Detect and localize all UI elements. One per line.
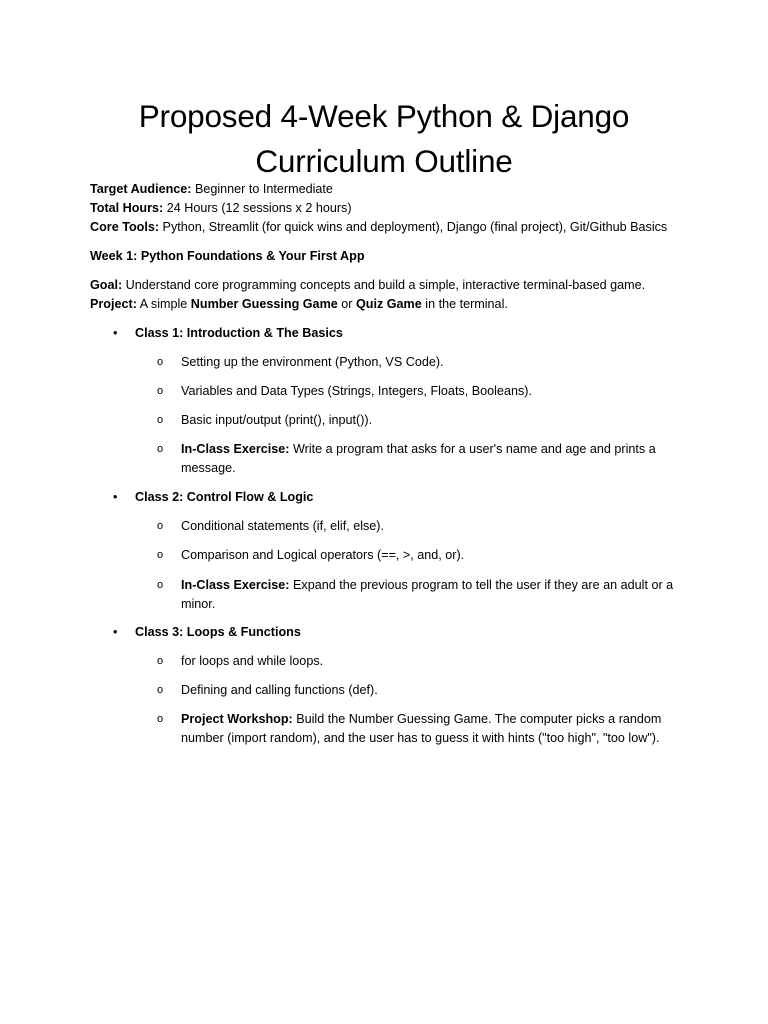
item-text: Variables and Data Types (Strings, Integers, Floats, Booleans). xyxy=(181,384,532,398)
sub-bullet: o xyxy=(157,414,164,426)
project-label: Project: xyxy=(90,297,137,311)
item-text: Basic input/output (print(), input()). xyxy=(181,413,373,427)
meta-tools xyxy=(90,218,710,237)
project-pre: A simple xyxy=(136,297,191,311)
class-1-item-1 xyxy=(181,353,681,372)
item-text: Setting up the environment (Python, VS Code). xyxy=(181,355,444,369)
title-line-2: Curriculum Outline xyxy=(255,143,513,179)
sub-bullet: o xyxy=(157,385,164,397)
goal-label: Goal: xyxy=(90,278,123,292)
class-1-item-4 xyxy=(181,440,681,478)
document-title xyxy=(0,94,768,184)
hours-value: 24 Hours (12 sessions x 2 hours) xyxy=(163,201,352,215)
project-game-1: Number Guessing Game xyxy=(190,297,338,311)
meta-audience xyxy=(90,180,710,199)
goal-line xyxy=(90,276,710,295)
item-text: Expand the previous program to tell the user if they are an adult or a minor. xyxy=(181,578,674,611)
sub-bullet: o xyxy=(157,655,164,667)
class-2-item-3 xyxy=(181,576,681,614)
item-text: Defining and calling functions (def). xyxy=(181,683,378,697)
class-1-item-3 xyxy=(181,411,681,430)
sub-bullet: o xyxy=(157,684,164,696)
class-3-title: Class 3: Loops & Functions xyxy=(135,625,301,639)
tools-label: Core Tools: xyxy=(90,220,160,234)
class-2-title: Class 2: Control Flow & Logic xyxy=(135,490,314,504)
project-game-2: Quiz Game xyxy=(355,297,422,311)
sub-bullet: o xyxy=(157,713,164,725)
class-1-title: Class 1: Introduction & The Basics xyxy=(135,326,343,340)
sub-bullet: o xyxy=(157,520,164,532)
item-bold: In-Class Exercise: xyxy=(181,578,290,592)
bullet-class-1: • xyxy=(113,326,118,340)
hours-label: Total Hours: xyxy=(90,201,164,215)
bullet-class-2: • xyxy=(113,490,118,504)
audience-label: Target Audience: xyxy=(90,182,192,196)
item-bold: Project Workshop: xyxy=(181,712,293,726)
item-text: Write a program that asks for a user's name and age and prints a message. xyxy=(181,442,656,475)
audience-value: Beginner to Intermediate xyxy=(191,182,333,196)
sub-bullet: o xyxy=(157,549,164,561)
meta-hours xyxy=(90,199,710,218)
class-2-item-2 xyxy=(181,546,681,565)
bullet-class-3: • xyxy=(113,625,118,639)
class-3-item-1 xyxy=(181,652,681,671)
sub-bullet: o xyxy=(157,579,164,591)
item-text: Comparison and Logical operators (==, >, and, or). xyxy=(181,548,465,562)
course-meta xyxy=(90,180,710,237)
item-text: Conditional statements (if, elif, else). xyxy=(181,519,384,533)
sub-bullet: o xyxy=(157,356,164,368)
project-line xyxy=(90,295,710,314)
week-1-goal xyxy=(90,276,710,314)
item-text: for loops and while loops. xyxy=(181,654,324,668)
item-bold: In-Class Exercise: xyxy=(181,442,290,456)
class-2-item-1 xyxy=(181,517,681,536)
class-1-item-2 xyxy=(181,382,681,401)
sub-bullet: o xyxy=(157,443,164,455)
class-3-item-2 xyxy=(181,681,681,700)
item-text: Build the Number Guessing Game. The computer picks a random number (import random), and the user has to guess it with hints ("too high", "too low"). xyxy=(181,712,662,745)
title-line-1: Proposed 4-Week Python & Django xyxy=(138,98,630,134)
week-1-heading: Week 1: Python Foundations & Your First App xyxy=(90,249,365,263)
goal-value: Understand core programming concepts and build a simple, interactive terminal-based game. xyxy=(122,278,646,292)
project-mid: or xyxy=(337,297,356,311)
tools-value: Python, Streamlit (for quick wins and deployment), Django (final project), Git/Github Basics xyxy=(159,220,668,234)
project-post: in the terminal. xyxy=(421,297,508,311)
class-3-item-3 xyxy=(181,710,681,748)
